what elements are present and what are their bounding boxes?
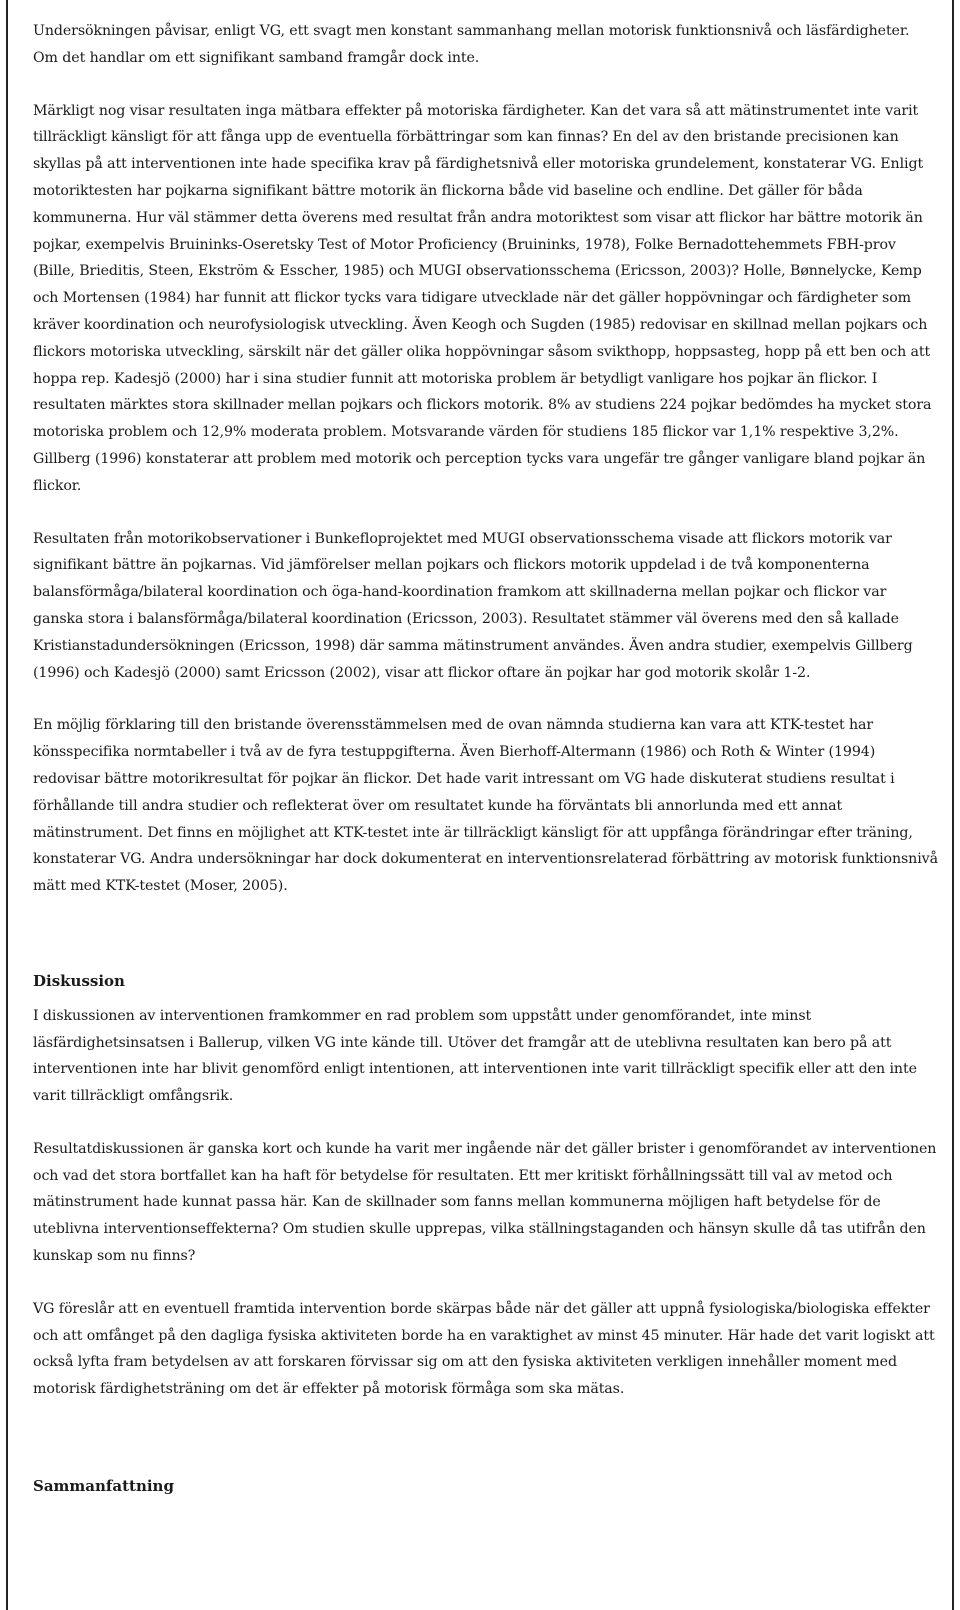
paragraph-5: I diskussionen av interventionen framkommer en rad problem som uppstått under genomförandet, inte minst läsfärdighetsinsatsen i Ballerup, vilken VG inte kände till. Utöver det framgår att de uteblivna resultaten kan bero på att interventionen inte har blivit genomförd enligt intentionen, att interventionen inte varit tillräckligt specifik eller att den inte varit tillräckligt omfångsrik. <box>33 1007 917 1105</box>
paragraph-1: Undersökningen påvisar, enligt VG, ett svagt men konstant sammanhang mellan motorisk funktionsnivå och läsfärdigheter. Om det handlar om ett signifikant samband framgår dock inte. <box>33 23 910 66</box>
heading-sammanfattning: Sammanfattning <box>33 1477 174 1496</box>
document-body <box>33 18 938 1500</box>
heading-diskussion: Diskussion <box>33 971 125 990</box>
paragraph-7: VG föreslår att en eventuell framtida intervention borde skärpas både när det gäller att uppnå fysiologiska/biologiska effekter och att omfånget på den dagliga fysiska aktiviteten borde ha en varaktighet av minst 45 minuter. Här hade det varit logiskt att också lyfta fram betydelsen av att forskaren förvissar sig om att den fysiska aktiviteten verkligen innehåller moment med motorisk färdighetsträning om det är effekter på motorisk förmåga som ska mätas. <box>33 1300 935 1398</box>
paragraph-2: Märkligt nog visar resultaten inga mätbara effekter på motoriska färdigheter. Kan det vara så att mätinstrumentet inte varit tillräckligt känsligt för att fånga upp de eventuella förbättringar som kan finnas? En del av den bristande precisionen kan skyllas på att interventionen inte hade specifika krav på färdighetsnivå eller motoriska grundelement, konstaterar VG. Enligt motoriktesten har pojkarna signifikant bättre motorik än flickorna både vid baseline och endline. Det gäller för båda kommunerna. Hur väl stämmer detta överens med resultat från andra motoriktest som visar att flickor har bättre motorik än pojkar, exempelvis Bruininks-Oseretsky Test of Motor Proficiency (Bruininks, 1978), Folke Bernadottehemmets FBH-prov (Bille, Brieditis, Steen, Ekström & Esscher, 1985) och MUGI observationsschema (Ericsson, 2003)? Holle, Bønnelycke, Kemp och Mortensen (1984) har funnit att flickor tycks vara tidigare utvecklade när det gäller hoppövningar och färdigheter som kräver koordination och neurofysiologisk utveckling. Även Keogh och Sugden (1985) redovisar en skillnad mellan pojkars och flickors motoriska utveckling, särskilt när det gäller olika hoppövningar såsom svikthopp, hoppsasteg, hopp på ett ben och att hoppa rep. Kadesjö (2000) har i sina studier funnit att motoriska problem är betydligt vanligare hos pojkar än flickor. I resultaten märktes stora skillnader mellan pojkars och flickors motorik. 8% av studiens 224 pojkar bedömdes ha mycket stora motoriska problem och 12,9% moderata problem. Motsvarande värden för studiens 185 flickor var 1,1% respektive 3,2%. Gillberg (1996) konstaterar att problem med motorik och perception tycks vara ungefär tre gånger vanligare bland pojkar än flickor. <box>33 102 932 494</box>
paragraph-3: Resultaten från motorikobservationer i Bunkefloprojektet med MUGI observationsschema visade att flickors motorik var signifikant bättre än pojkarnas. Vid jämförelser mellan pojkars och flickors motorik uppdelad i de två komponenterna balansförmåga/bilateral koordination och öga-hand-koordination framkom att skillnaderna mellan pojkar och flickor var ganska stora i balansförmåga/bilateral koordination (Ericsson, 2003). Resultatet stämmer väl överens med den så kallade Kristianstadundersökningen (Ericsson, 1998) där samma mätinstrument användes. Även andra studier, exempelvis Gillberg (1996) och Kadesjö (2000) samt Ericsson (2002), visar att flickor oftare än pojkar har god motorik skolår 1-2. <box>33 530 913 681</box>
paragraph-4: En möjlig förklaring till den bristande överensstämmelsen med de ovan nämnda studierna kan vara att KTK-testet har könsspecifika normtabeller i två av de fyra testuppgifterna. Även Bierhoff-Altermann (1986) och Roth & Winter (1994) redovisar bättre motorikresultat för pojkar än flickor. Det hade varit intressant om VG hade diskuterat studiens resultat i förhållande till andra studier och reflekterat över om resultatet kunde ha förväntats bli annorlunda med ett annat mätinstrument. Det finns en möjlighet att KTK-testet inte är tillräckligt känsligt för att uppfånga förändringar efter träning, konstaterar VG. Andra undersökningar har dock dokumenterat en interventionsrelaterad förbättring av motorisk funktionsnivå mätt med KTK-testet (Moser, 2005). <box>33 717 938 895</box>
paragraph-6: Resultatdiskussionen är ganska kort och kunde ha varit mer ingående när det gäller brister i genomförandet av interventionen och vad det stora bortfallet kan ha haft för betydelse för resultaten. Ett mer kritiskt förhållningssätt till val av metod och mätinstrument hade kunnat passa här. Kan de skillnader som fanns mellan kommunerna möjligen haft betydelse för de uteblivna interventionseffekterna? Om studien skulle upprepas, vilka ställningstaganden och hänsyn skulle då tas utifrån den kunskap som nu finns? <box>33 1140 937 1265</box>
